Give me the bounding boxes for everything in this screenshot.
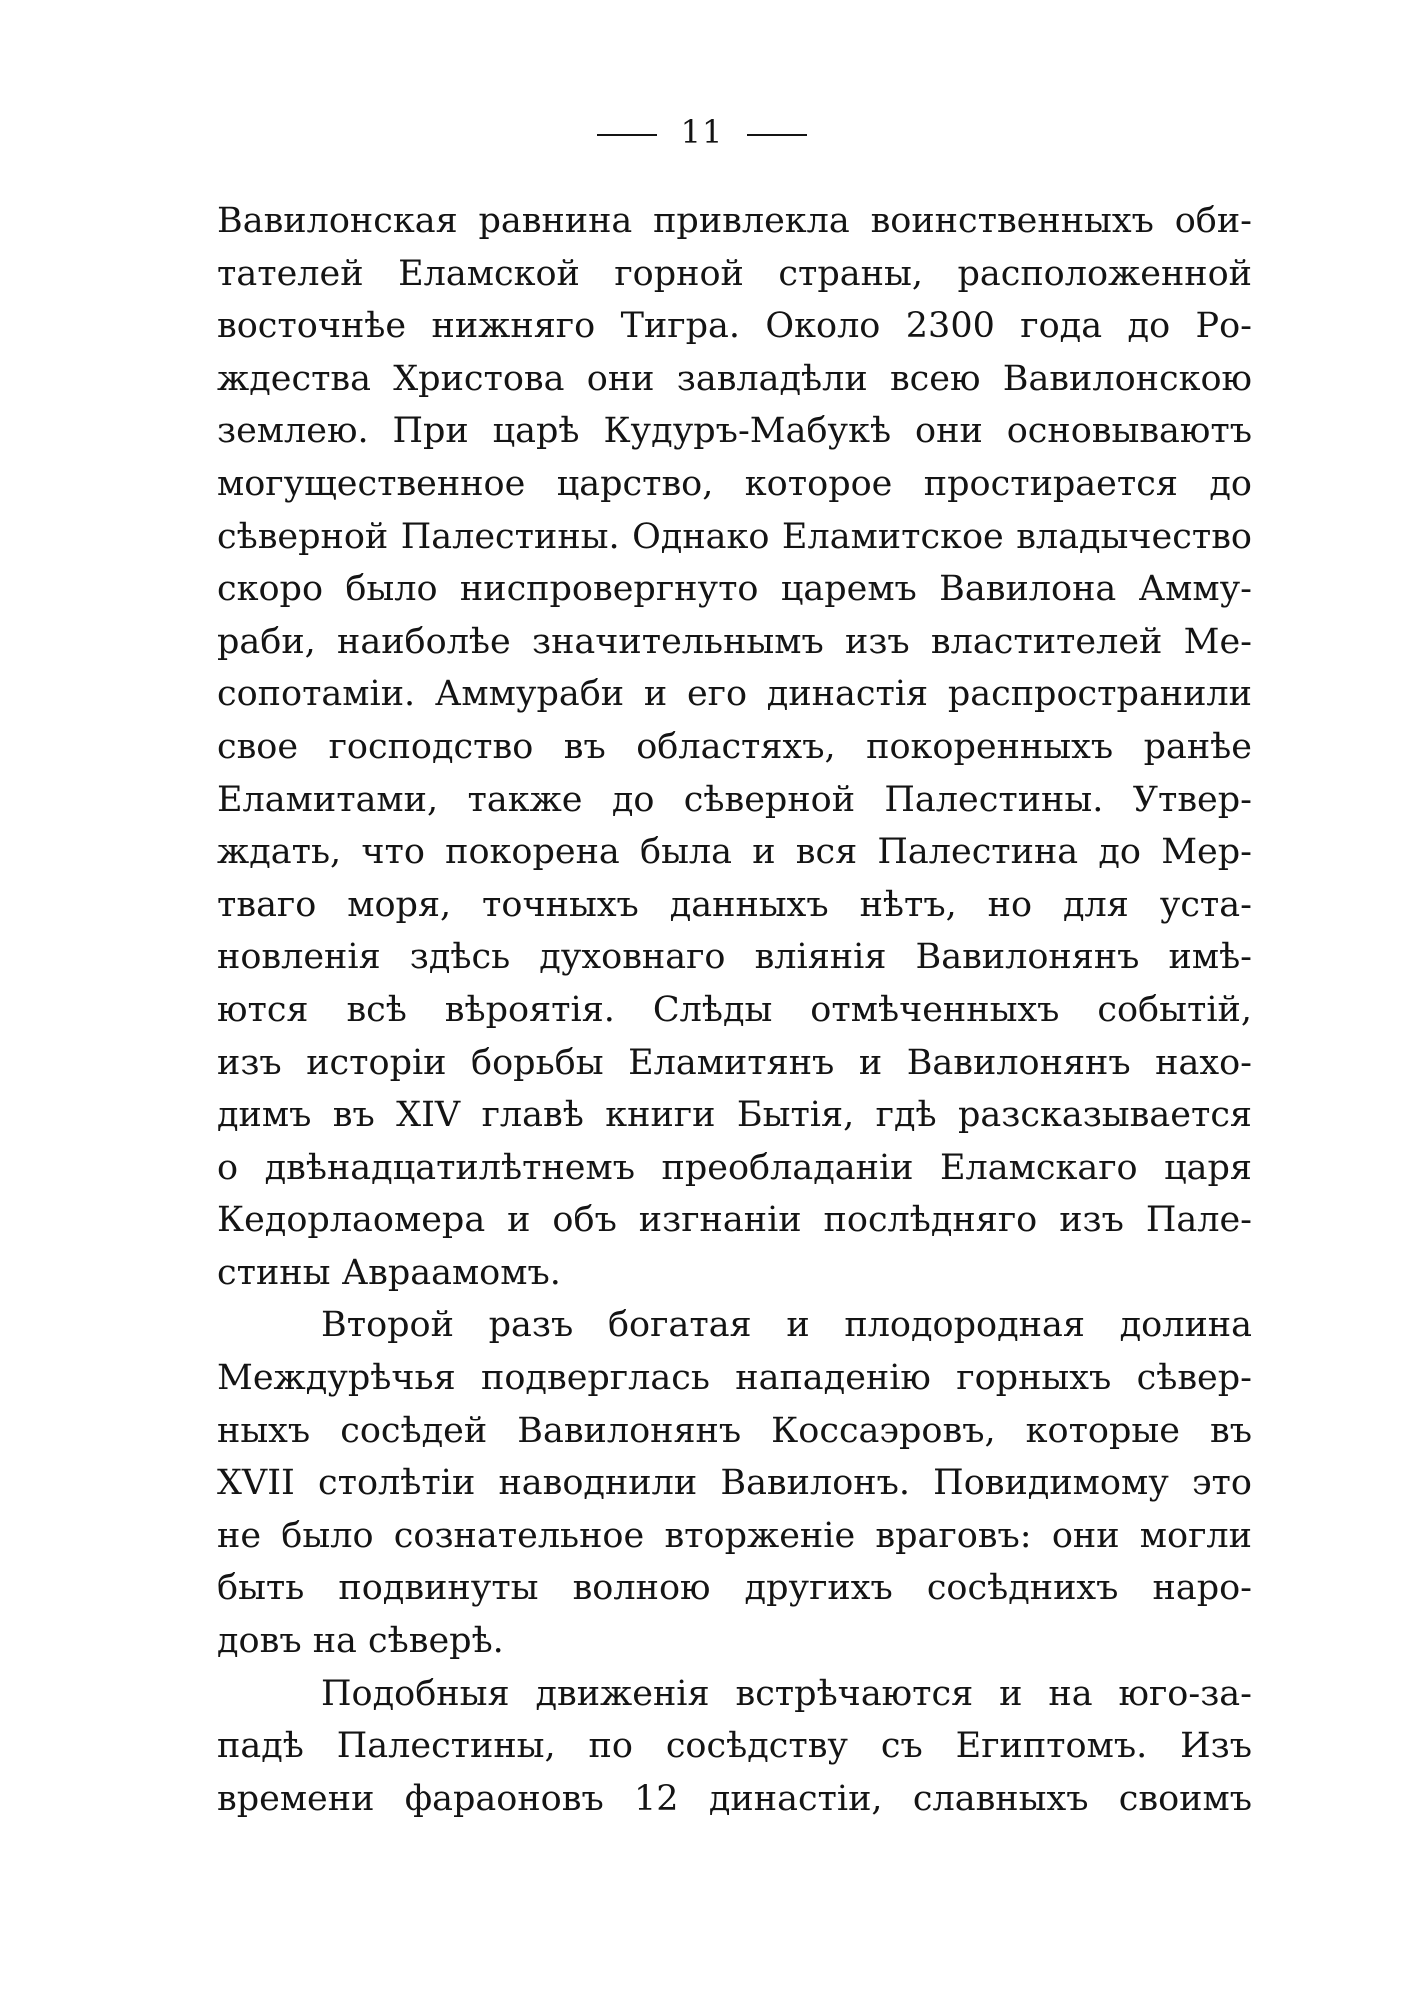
text-line: ждества Христова они завладѣли всею Вавилонскою	[217, 358, 1252, 399]
page-header	[0, 112, 1404, 152]
text-line: Междурѣчья подверглась нападенію горныхъ сѣвер-	[217, 1358, 1252, 1399]
text-line: Подобныя движенія встрѣчаются и на юго-за-	[321, 1673, 1252, 1714]
text-line: тателей Еламской горной страны, расположенной	[217, 253, 1252, 294]
text-line: стины Авраамомъ.	[217, 1252, 561, 1293]
text-line: довъ на сѣверѣ.	[217, 1621, 504, 1662]
text-line: раби, наиболѣе значительнымъ изъ властителей Ме-	[217, 621, 1252, 662]
text-line: быть подвинуты волною другихъ сосѣднихъ наро-	[217, 1568, 1252, 1609]
header-dash-right	[747, 134, 807, 136]
text-line: восточнѣе нижняго Тигра. Около 2300 года до Ро-	[217, 306, 1252, 347]
text-line: о двѣнадцатилѣтнемъ преобладаніи Еламскаго царя	[217, 1147, 1252, 1188]
text-line: изъ исторіи борьбы Еламитянъ и Вавилонянъ нахо-	[217, 1042, 1252, 1083]
text-line: Еламитами, также до сѣверной Палестины. Утвер-	[217, 779, 1252, 820]
text-line: тваго моря, точныхъ данныхъ нѣтъ, но для уста-	[217, 884, 1252, 925]
page-number: 11	[680, 113, 724, 151]
text-line: ются всѣ вѣроятія. Слѣды отмѣченныхъ событій,	[217, 989, 1252, 1030]
text-line: Кедорлаомера и объ изгнаніи послѣдняго изъ Пале-	[217, 1200, 1252, 1241]
text-line: ждать, что покорена была и вся Палестина до Мер-	[217, 832, 1252, 873]
text-line: падѣ Палестины, по сосѣдству съ Египтомъ. Изъ	[217, 1726, 1252, 1767]
paragraph-1	[217, 195, 1252, 1299]
text-line: могущественное царство, которое простирается до	[217, 463, 1252, 504]
text-line: ныхъ сосѣдей Вавилонянъ Коссаэровъ, которые въ	[217, 1410, 1252, 1451]
text-line: времени фараоновъ 12 династіи, славныхъ своимъ	[217, 1778, 1252, 1819]
text-line: новленія здѣсь духовнаго вліянія Вавилонянъ имѣ-	[217, 937, 1252, 978]
paragraph-2	[217, 1299, 1252, 1667]
text-line: скоро было ниспровергнуто царемъ Вавилона Амму-	[217, 569, 1252, 610]
text-line: свое господство въ областяхъ, покоренныхъ ранѣе	[217, 726, 1252, 767]
text-line: Второй разъ богатая и плодородная долина	[321, 1305, 1252, 1346]
paragraph-3	[217, 1668, 1252, 1826]
text-line: сопотаміи. Аммураби и его династія распространили	[217, 674, 1252, 715]
text-line: Вавилонская равнина привлекла воинственныхъ оби-	[217, 201, 1252, 241]
text-line: димъ въ XIV главѣ книги Бытія, гдѣ разсказывается	[217, 1095, 1252, 1136]
text-line: сѣверной Палестины. Однако Еламитское владычество	[217, 516, 1252, 557]
header-dash-left	[597, 134, 657, 136]
text-line: не было сознательное вторженіе враговъ: они могли	[217, 1515, 1252, 1556]
text-line: землею. При царѣ Кудуръ-Мабукѣ они основываютъ	[217, 411, 1252, 452]
text-line: XVII столѣтіи наводнили Вавилонъ. Повидимому это	[217, 1463, 1252, 1504]
body-text	[217, 195, 1252, 1825]
